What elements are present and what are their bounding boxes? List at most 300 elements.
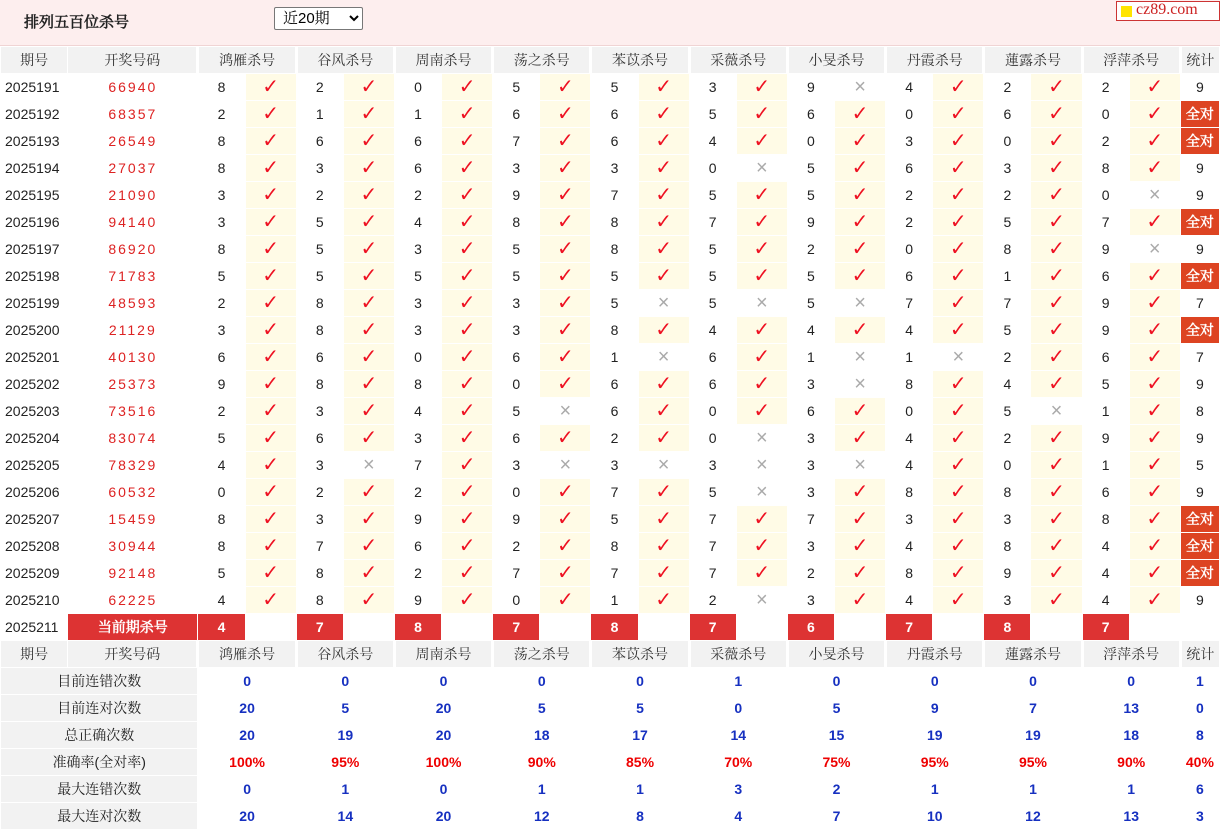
col-expert-header: 蓮露杀号 [984,47,1082,74]
issue-cell: 2025191 [1,74,68,101]
site-watermark[interactable] [1116,1,1220,21]
check-icon: ✓ [1146,157,1164,179]
kill-number-cell: 3 [198,182,245,209]
kill-number-cell: 3 [787,452,834,479]
kill-number-cell: 8 [296,290,343,317]
kill-number-cell: 8 [1082,155,1129,182]
summary-value: 1 [689,668,787,695]
check-icon: ✓ [458,319,476,341]
hit-mark-cell [638,101,689,128]
cross-icon: × [363,454,375,476]
hit-mark-cell [540,506,591,533]
hit-mark-cell [933,506,984,533]
hit-mark-cell [736,533,787,560]
kill-number-cell: 0 [689,425,736,452]
check-icon: ✓ [1146,265,1164,287]
check-icon: ✓ [949,238,967,260]
table-row [1,209,1220,236]
kill-number-cell: 3 [984,587,1031,614]
check-icon: ✓ [556,157,574,179]
summary-value: 13 [1082,803,1180,830]
summary-row [1,695,1220,722]
summary-value: 1 [296,776,394,803]
check-icon: ✓ [753,508,771,530]
all-right-badge: 全对 [1180,560,1219,587]
draw-number-cell: 86920 [68,236,198,263]
check-icon: ✓ [655,265,672,287]
hit-mark-cell [933,560,984,587]
hit-mark-cell [245,236,296,263]
kill-number-cell: 9 [198,371,245,398]
hit-mark-cell [638,371,689,398]
cross-icon: × [657,346,670,368]
check-icon: ✓ [949,292,967,314]
summary-value: 100% [198,749,296,776]
summary-row [1,722,1220,749]
cross-icon: × [559,400,572,422]
kill-number-cell: 9 [1082,290,1129,317]
summary-value: 0 [198,668,296,695]
kill-number-cell: 9 [394,587,441,614]
all-right-badge: 全对 [1180,506,1219,533]
hit-mark-cell [933,263,984,290]
check-icon: ✓ [556,184,574,206]
summary-value: 20 [198,803,296,830]
check-icon: ✓ [851,265,869,287]
summary-value: 4 [689,803,787,830]
table-row [1,560,1220,587]
kill-number-cell: 3 [394,236,441,263]
issue-cell: 2025210 [1,587,68,614]
hit-mark-cell [245,290,296,317]
draw-number-cell: 83074 [68,425,198,452]
hit-mark-cell [1031,506,1082,533]
kill-number-cell: 5 [394,263,441,290]
table-row [1,128,1220,155]
check-icon: ✓ [556,238,574,260]
check-icon: ✓ [949,157,967,179]
table-row [1,452,1220,479]
kill-number-cell: 8 [296,587,343,614]
check-icon: ✓ [655,130,672,152]
hit-mark-cell [245,452,296,479]
kill-number-cell: 0 [1082,182,1129,209]
check-icon: ✓ [1146,211,1164,233]
hit-mark-cell [638,209,689,236]
miss-mark-cell [736,587,787,614]
check-icon: ✓ [753,319,771,341]
period-select[interactable] [274,7,363,30]
kill-number-cell: 6 [493,101,540,128]
check-icon: ✓ [949,373,967,395]
hit-mark-cell [540,209,591,236]
kill-number-cell: 3 [296,155,343,182]
hit-mark-cell [1129,101,1180,128]
issue-cell: 2025204 [1,425,68,452]
hit-mark-cell [1129,587,1180,614]
hit-mark-cell [834,533,885,560]
kill-number-cell: 5 [493,398,540,425]
hit-mark-cell [343,533,394,560]
hit-mark-cell [834,209,885,236]
kill-number-cell: 8 [886,560,933,587]
hit-mark-cell [1129,209,1180,236]
col-draw-header: 开奖号码 [68,47,198,74]
hit-mark-cell [834,425,885,452]
hit-mark-cell [1129,344,1180,371]
current-kill-number: 8 [394,614,441,641]
hit-mark-cell [540,371,591,398]
hit-mark-cell [343,263,394,290]
check-icon: ✓ [949,508,967,530]
summary-value: 0 [1082,668,1180,695]
table-row [1,236,1220,263]
kill-number-cell: 9 [493,182,540,209]
check-icon: ✓ [262,454,280,476]
col-stat-header: 统计 [1180,641,1219,668]
check-icon: ✓ [1048,76,1065,98]
hit-mark-cell [245,128,296,155]
hit-mark-cell [343,317,394,344]
hit-mark-cell [933,155,984,182]
kill-number-cell: 7 [1082,209,1129,236]
hit-mark-cell [933,101,984,128]
kill-number-cell: 6 [689,344,736,371]
top-bar [0,0,1220,46]
summary-value: 20 [198,695,296,722]
kill-number-cell: 2 [1082,128,1129,155]
kill-number-cell: 0 [886,101,933,128]
check-icon: ✓ [360,373,378,395]
check-icon: ✓ [556,319,574,341]
summary-value: 3 [689,776,787,803]
hit-mark-cell [1031,74,1082,101]
kill-number-cell: 2 [296,74,343,101]
hit-mark-cell [1129,533,1180,560]
kill-number-cell: 6 [198,344,245,371]
summary-value: 12 [984,803,1082,830]
cross-icon: × [755,157,768,179]
cross-icon: × [755,481,768,503]
kill-number-cell: 0 [984,452,1031,479]
hit-mark-cell [245,398,296,425]
kill-number-cell: 2 [984,182,1031,209]
check-icon: ✓ [753,373,771,395]
summary-value: 85% [591,749,689,776]
hit-mark-cell [343,371,394,398]
hit-mark-cell [834,236,885,263]
hit-mark-cell [638,236,689,263]
hit-mark-cell [343,425,394,452]
miss-mark-cell [736,290,787,317]
kill-number-cell: 5 [787,290,834,317]
hit-mark-cell [736,128,787,155]
check-icon: ✓ [360,211,378,233]
stat-cell: 9 [1180,587,1219,614]
hit-mark-cell [638,560,689,587]
kill-number-cell: 5 [493,236,540,263]
current-kill-number: 4 [198,614,245,641]
kill-number-cell: 7 [493,128,540,155]
summary-value: 7 [984,695,1082,722]
hit-mark-cell [442,128,493,155]
summary-value: 0 [493,668,591,695]
hit-mark-cell [933,371,984,398]
check-icon: ✓ [949,535,967,557]
kill-number-cell: 2 [1082,74,1129,101]
summary-value: 10 [886,803,984,830]
hit-mark-cell [638,533,689,560]
kill-number-cell: 5 [689,479,736,506]
hit-mark-cell [1031,560,1082,587]
check-icon: ✓ [1146,373,1164,395]
kill-number-cell: 1 [787,344,834,371]
kill-number-cell: 3 [787,479,834,506]
cross-icon: × [559,454,572,476]
empty-cell [1180,614,1219,641]
kill-number-cell: 2 [394,182,441,209]
kill-number-cell: 7 [689,506,736,533]
check-icon: ✓ [753,346,771,368]
kill-number-cell: 3 [296,398,343,425]
draw-number-cell: 60532 [68,479,198,506]
hit-mark-cell [442,263,493,290]
cross-icon: × [854,76,866,98]
check-icon: ✓ [556,130,574,152]
check-icon: ✓ [655,427,672,449]
kill-number-cell: 8 [296,560,343,587]
table-row [1,155,1220,182]
check-icon: ✓ [458,589,476,611]
all-right-badge: 全对 [1180,317,1219,344]
check-icon: ✓ [360,76,378,98]
issue-cell: 2025201 [1,344,68,371]
kill-number-cell: 3 [787,533,834,560]
kill-number-cell: 4 [394,398,441,425]
hit-mark-cell [540,425,591,452]
table-row [1,506,1220,533]
all-right-badge: 全对 [1180,209,1219,236]
summary-label: 最大连错次数 [1,776,198,803]
kill-number-cell: 8 [984,479,1031,506]
check-icon: ✓ [360,400,378,422]
check-icon: ✓ [360,535,378,557]
check-icon: ✓ [851,508,869,530]
kill-number-cell: 8 [198,155,245,182]
hit-mark-cell [638,317,689,344]
check-icon: ✓ [949,211,967,233]
hit-mark-cell [736,398,787,425]
table-row [1,290,1220,317]
kill-number-cell: 9 [1082,236,1129,263]
cross-icon: × [854,292,866,314]
hit-mark-cell [933,290,984,317]
hit-mark-cell [245,533,296,560]
summary-value: 19 [984,722,1082,749]
issue-cell: 2025198 [1,263,68,290]
summary-value: 0 [394,776,492,803]
hit-mark-cell [1031,587,1082,614]
hit-mark-cell [638,155,689,182]
hit-mark-cell [834,182,885,209]
kill-number-cell: 3 [689,74,736,101]
cross-icon: × [755,292,768,314]
check-icon: ✓ [851,400,869,422]
check-icon: ✓ [262,238,280,260]
stat-cell: 9 [1180,155,1219,182]
draw-number-cell: 62225 [68,587,198,614]
kill-number-cell: 0 [394,74,441,101]
draw-number-cell: 21129 [68,317,198,344]
summary-label: 总正确次数 [1,722,198,749]
col-expert-header: 采薇杀号 [689,47,787,74]
check-icon: ✓ [949,184,967,206]
header-row [1,641,1220,668]
hit-mark-cell [343,290,394,317]
stat-cell: 9 [1180,236,1219,263]
hit-mark-cell [1129,371,1180,398]
kill-number-cell: 5 [493,263,540,290]
col-expert-header: 谷风杀号 [296,641,394,668]
kill-number-cell: 3 [198,317,245,344]
kill-number-cell: 5 [591,290,638,317]
check-icon: ✓ [1146,346,1164,368]
kill-number-cell: 6 [591,398,638,425]
stat-cell: 7 [1180,290,1219,317]
table-row [1,182,1220,209]
check-icon: ✓ [1146,589,1164,611]
check-icon: ✓ [556,508,574,530]
hit-mark-cell [245,263,296,290]
check-icon: ✓ [851,427,869,449]
kill-number-cell: 4 [787,317,834,344]
hit-mark-cell [1031,128,1082,155]
kill-number-cell: 8 [591,317,638,344]
kill-number-cell: 5 [984,209,1031,236]
summary-stat-value: 6 [1180,776,1219,803]
kill-number-cell: 2 [984,344,1031,371]
draw-number-cell: 26549 [68,128,198,155]
hit-mark-cell [442,398,493,425]
check-icon: ✓ [753,130,771,152]
miss-mark-cell [834,74,885,101]
kill-number-cell: 7 [689,560,736,587]
col-expert-header: 浮萍杀号 [1082,641,1180,668]
kill-number-cell: 4 [984,371,1031,398]
kill-number-cell: 4 [886,452,933,479]
hit-mark-cell [540,344,591,371]
summary-value: 13 [1082,695,1180,722]
issue-cell: 2025205 [1,452,68,479]
hit-mark-cell [442,587,493,614]
hit-mark-cell [343,506,394,533]
kill-number-cell: 1 [591,587,638,614]
hit-mark-cell [245,74,296,101]
check-icon: ✓ [556,481,574,503]
check-icon: ✓ [262,211,280,233]
kill-number-cell: 4 [886,425,933,452]
hit-mark-cell [736,344,787,371]
kill-number-cell: 4 [198,587,245,614]
hit-mark-cell [442,533,493,560]
kill-number-cell: 3 [787,425,834,452]
table-row [1,344,1220,371]
hit-mark-cell [442,74,493,101]
hit-mark-cell [245,560,296,587]
issue-cell: 2025195 [1,182,68,209]
check-icon: ✓ [458,292,476,314]
col-expert-header: 谷风杀号 [296,47,394,74]
check-icon: ✓ [262,427,280,449]
summary-value: 14 [296,803,394,830]
kill-number-cell: 3 [493,290,540,317]
draw-number-cell: 48593 [68,290,198,317]
hit-mark-cell [245,587,296,614]
issue-cell: 2025199 [1,290,68,317]
check-icon: ✓ [458,454,476,476]
cross-icon: × [657,454,670,476]
col-expert-header: 苯苡杀号 [591,641,689,668]
check-icon: ✓ [851,157,869,179]
check-icon: ✓ [949,589,967,611]
check-icon: ✓ [458,238,476,260]
check-icon: ✓ [262,562,280,584]
check-icon: ✓ [262,373,280,395]
table-row [1,317,1220,344]
kill-number-cell: 8 [886,479,933,506]
check-icon: ✓ [458,76,476,98]
hit-mark-cell [736,209,787,236]
col-expert-header: 鸿雁杀号 [198,641,296,668]
kill-number-cell: 6 [787,398,834,425]
kill-number-cell: 5 [984,398,1031,425]
summary-stat-value: 1 [1180,668,1219,695]
check-icon: ✓ [1048,481,1065,503]
hit-mark-cell [736,371,787,398]
check-icon: ✓ [1048,265,1065,287]
summary-stat-value: 3 [1180,803,1219,830]
table-row [1,74,1220,101]
summary-value: 1 [591,776,689,803]
kill-number-cell: 6 [984,101,1031,128]
kill-number-cell: 2 [394,479,441,506]
hit-mark-cell [1129,398,1180,425]
miss-mark-cell [540,398,591,425]
kill-number-cell: 2 [198,101,245,128]
col-expert-header: 丹霞杀号 [886,47,984,74]
cross-icon: × [854,346,866,368]
kill-number-cell: 0 [689,398,736,425]
hit-mark-cell [933,236,984,263]
cross-icon: × [952,346,965,368]
check-icon: ✓ [262,157,280,179]
hit-mark-cell [442,236,493,263]
check-icon: ✓ [360,346,378,368]
hit-mark-cell [1129,452,1180,479]
kill-number-cell: 5 [198,263,245,290]
check-icon: ✓ [360,265,378,287]
summary-value: 1 [1082,776,1180,803]
kill-number-cell: 2 [198,290,245,317]
cross-icon: × [854,454,866,476]
hit-mark-cell [1031,452,1082,479]
summary-stat-value: 40% [1180,749,1219,776]
summary-value: 5 [591,695,689,722]
check-icon: ✓ [1146,319,1164,341]
check-icon: ✓ [360,130,378,152]
check-icon: ✓ [262,346,280,368]
check-icon: ✓ [556,265,574,287]
